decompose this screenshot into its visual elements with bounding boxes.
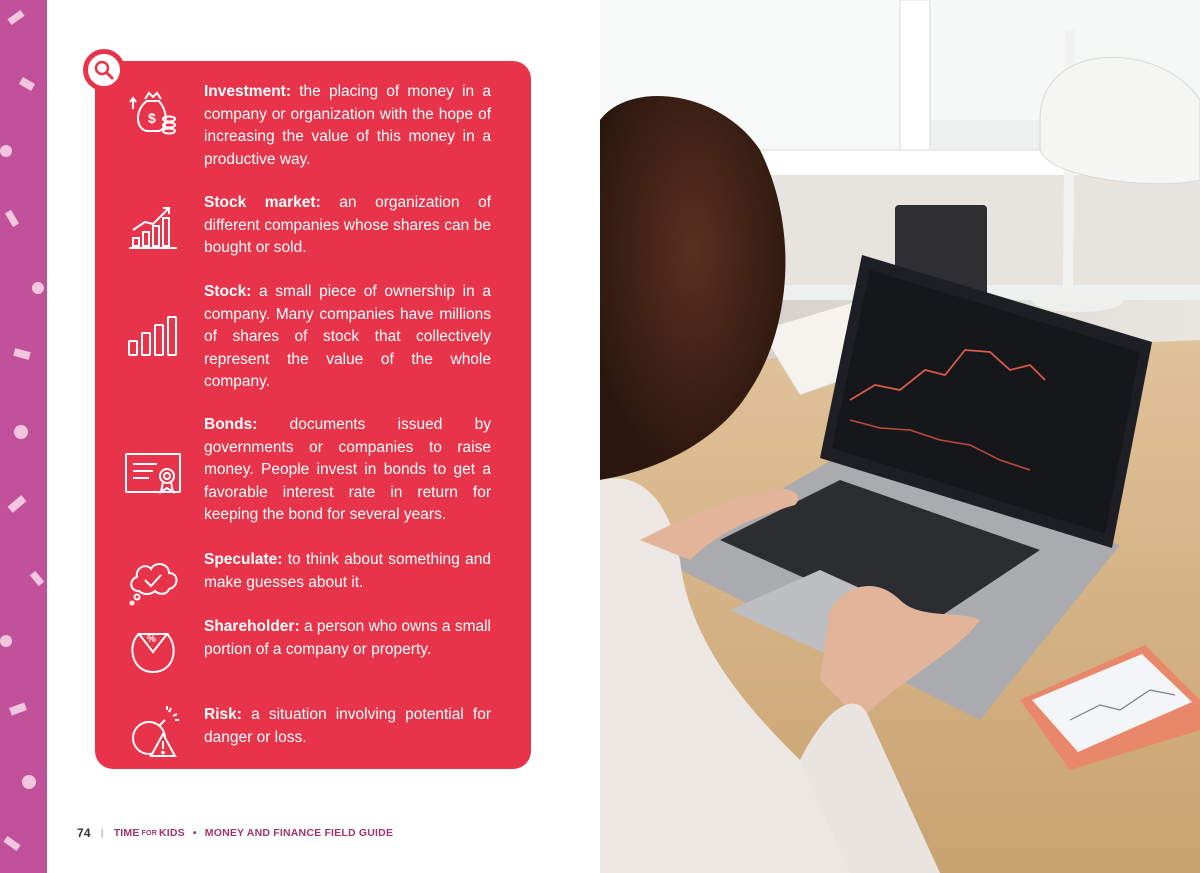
confetti-piece — [0, 635, 12, 647]
confetti-piece — [0, 145, 12, 157]
confetti-piece — [5, 210, 19, 227]
photo-woman-at-laptop — [600, 0, 1200, 873]
glossary-entry-speculate — [123, 549, 523, 613]
page-footer — [77, 826, 393, 840]
confetti-piece — [13, 348, 31, 360]
confetti-piece — [7, 10, 24, 25]
term-speculate: Speculate: — [204, 551, 283, 568]
magnifier-icon — [93, 59, 115, 81]
confetti-piece — [14, 425, 28, 439]
glossary-entry-stock — [123, 281, 523, 394]
brand-time: TIME — [113, 827, 140, 839]
definition-bonds: documents issued by governments or companies to raise money. People invest in bonds to get a favorable interest rate in return for keeping the bond for several years. — [204, 416, 491, 523]
bomb-warning-icon — [123, 704, 183, 764]
footer-separator: | — [100, 827, 104, 839]
brand-kids: KIDS — [158, 827, 185, 839]
thought-bubble-icon — [123, 553, 183, 613]
glossary-entry-risk — [123, 704, 523, 764]
definition-speculate: to think about something and make guesses about it. — [204, 551, 491, 591]
glossary-entry-investment — [123, 81, 523, 171]
glossary-entry-shareholder — [123, 616, 523, 680]
money-bag-icon — [123, 85, 183, 145]
confetti-piece — [9, 703, 27, 716]
bar-chart-icon — [123, 303, 183, 363]
certificate-icon — [123, 442, 183, 502]
decorative-side-strip — [0, 0, 47, 873]
confetti-piece — [8, 495, 27, 513]
pie-chart-icon — [123, 620, 183, 680]
term-investment: Investment: — [204, 83, 291, 100]
confetti-piece — [3, 836, 20, 851]
brand-for: FOR — [141, 829, 157, 837]
confetti-piece — [22, 775, 36, 789]
term-stock: Stock: — [204, 283, 252, 300]
page-number: 74 — [77, 826, 91, 840]
book-title: MONEY AND FINANCE FIELD GUIDE — [204, 827, 394, 839]
svg-text:$: $ — [148, 110, 156, 126]
confetti-piece — [30, 571, 44, 586]
definition-risk: a situation involving potential for danger or loss. — [204, 706, 491, 746]
confetti-piece — [19, 77, 35, 91]
term-shareholder: Shareholder: — [204, 618, 300, 635]
definition-investment: the placing of money in a company or organization with the hope of increasing the value of this money in a productive way. — [204, 83, 491, 168]
definition-stock-market: an organization of different companies whose shares can be bought or sold. — [204, 194, 491, 256]
glossary-box — [95, 61, 531, 769]
confetti-piece — [32, 282, 44, 294]
definition-stock: a small piece of ownership in a company. Many companies have millions of shares of stock that collectively represent the value of the whole company. — [204, 283, 491, 390]
glossary-entry-stock-market — [123, 192, 523, 260]
term-bonds: Bonds: — [204, 416, 258, 433]
term-stock-market: Stock market: — [204, 194, 321, 211]
glossary-entry-bonds — [123, 414, 523, 527]
definition-shareholder: a person who owns a small portion of a company or property. — [204, 618, 491, 658]
left-page — [47, 0, 600, 873]
rising-chart-icon — [123, 196, 183, 256]
footer-bullet: • — [192, 827, 197, 839]
magnifier-badge — [83, 49, 125, 91]
term-risk: Risk: — [204, 706, 242, 723]
svg-text:%: % — [147, 634, 156, 645]
